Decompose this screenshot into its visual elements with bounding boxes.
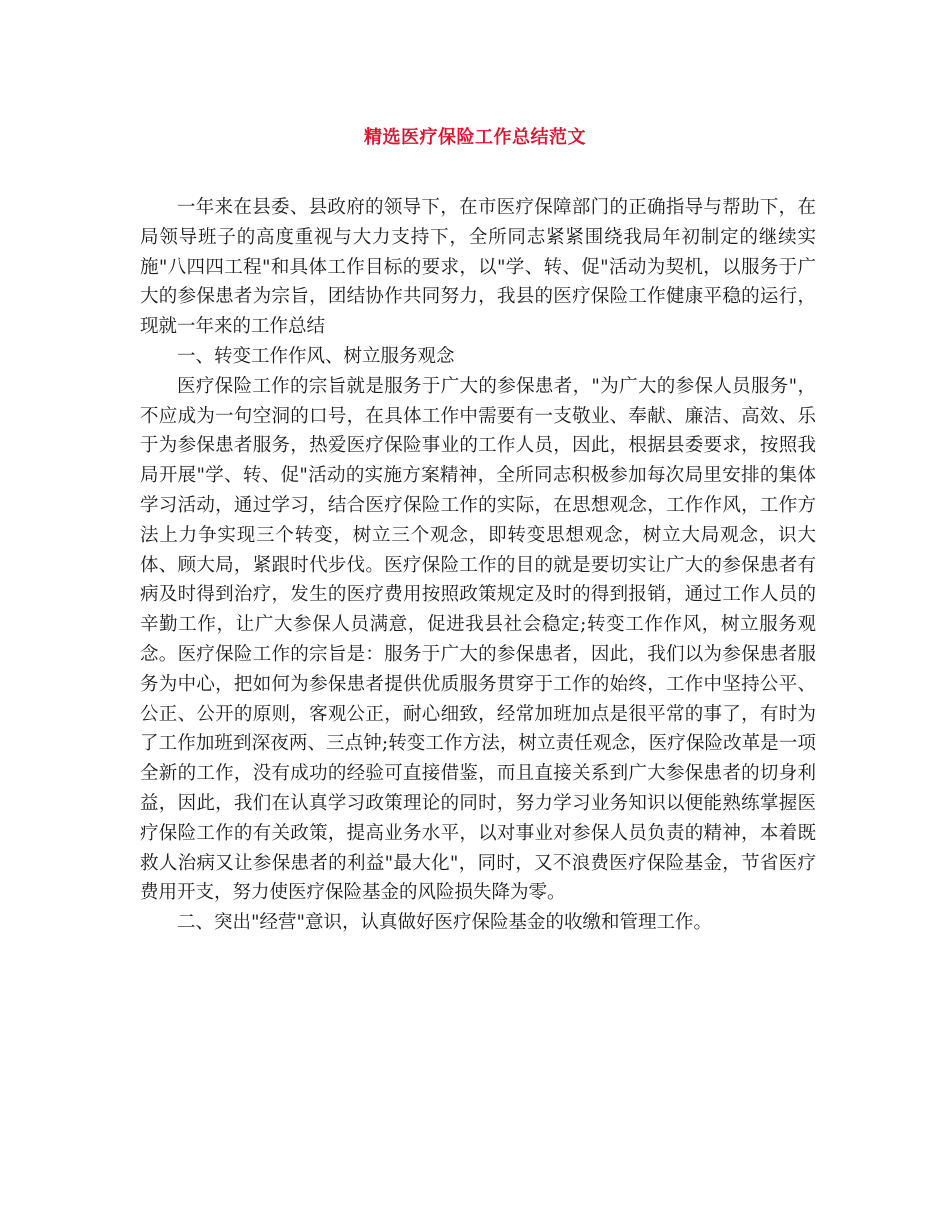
section-heading-2: 二、突出"经营"意识，认真做好医疗保险基金的收缴和管理工作。 xyxy=(177,912,713,934)
section-1-paragraph: 医疗保险工作的宗旨就是服务于广大的参保患者，"为广大的参保人员服务"，不应成为一句空洞的口号，在具体工作中需要有一支敬业、奉献、廉洁、高效、乐于为参保患者服务，热爱医疗保险事业的工作人员，因此，根据县委要求，按照我局开展"学、转、促"活动的实施方案精神，全所同志积极参加每次局里安排的集体学习活动，通过学习，结合医疗保险工作的实际，在思想观念，工作作风，工作方法上力争实现三个转变，树立三个观念，即转变思想观念，树立大局观念，识大体、顾大局，紧跟时代步伐。医疗保险工作的目的就是要切实让广大的参保患者有病及时得到治疗，发生的医疗费用按照政策规定及时的得到报销，通过工作人员的辛勤工作，让广大参保人员满意，促进我县社会稳定;转变工作作风，树立服务观念。医疗保险工作的宗旨是：服务于广大的参保患者，因此，我们以为参保患者服务为中心，把如何为参保患者提供优质服务贯穿于工作的始终，工作中坚持公平、公正、公开的原则，客观公正，耐心细致，经常加班加点是很平常的事了，有时为了工作加班到深夜两、三点钟;转变工作方法，树立责任观念，医疗保险改革是一项全新的工作，没有成功的经验可直接借鉴，而且直接关系到广大参保患者的切身利益，因此，我们在认真学习政策理论的同时，努力学习业务知识以便能熟练掌握医疗保险工作的有关政策，提高业务水平，以对事业对参保人员负责的精神，本着既救人治病又让参保患者的利益"最大化"，同时，又不浪费医疗保险基金，节省医疗费用开支，努力使医疗保险基金的风险损失降为零。 xyxy=(140,375,816,904)
section-heading-1: 一、转变工作作风、树立服务观念 xyxy=(177,345,455,367)
document-body xyxy=(140,193,816,938)
document-title: 精选医疗保险工作总结范文 xyxy=(364,127,586,148)
intro-paragraph: 一年来在县委、县政府的领导下，在市医疗保障部门的正确指导与帮助下，在局领导班子的高度重视与大力支持下，全所同志紧紧围绕我局年初制定的继续实施"八四四工程"和具体工作目标的要求，以"学、转、促"活动为契机，以服务于广大的参保患者为宗旨，团结协作共同努力，我县的医疗保险工作健康平稳的运行，现就一年来的工作总结 xyxy=(140,197,816,338)
